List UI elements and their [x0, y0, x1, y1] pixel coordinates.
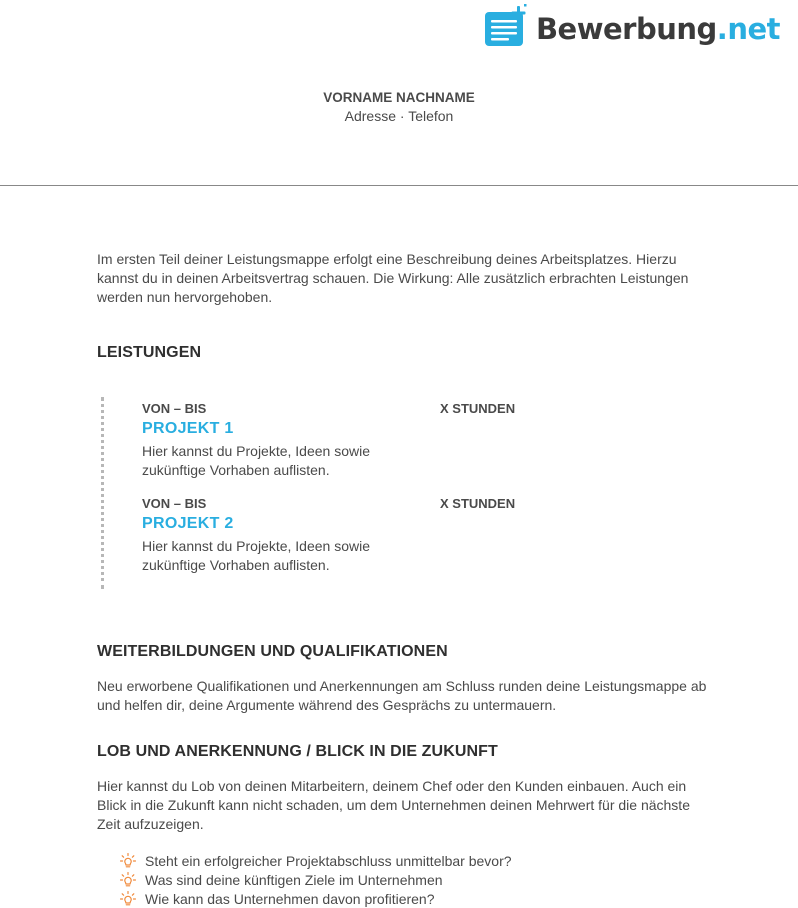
project-1-description: Hier kannst du Projekte, Ideen sowie zukünftige Vorhaben auflisten.	[142, 443, 371, 478]
header-divider	[0, 185, 798, 186]
question-list	[120, 851, 512, 908]
project-1-hours: X STUNDEN	[440, 401, 516, 416]
list-item-text: Was sind deine künftigen Ziele im Unternehmen	[145, 871, 443, 888]
lightbulb-icon	[120, 872, 136, 888]
project-1-date: VON – BIS	[142, 401, 207, 416]
list-item	[120, 889, 512, 908]
list-item-text: Steht ein erfolgreicher Projektabschluss unmittelbar bevor?	[145, 852, 512, 869]
list-item	[120, 870, 512, 889]
leistungen-heading: LEISTUNGEN	[97, 344, 202, 361]
logo-text	[535, 11, 780, 46]
lightbulb-icon	[120, 891, 136, 907]
intro-paragraph: Im ersten Teil deiner Leistungsmappe erfolgt eine Beschreibung deines Arbeitsplatzes. Hierzu kannst du in deinen Arbeitsvertrag schauen. Die Wirkung: Alle zusätzlich erbrachten Leistungen werden nun hervorgehoben.	[97, 251, 689, 305]
project-2-date: VON – BIS	[142, 496, 207, 511]
lob-heading: LOB UND ANERKENNUNG / BLICK IN DIE ZUKUNFT	[97, 743, 498, 760]
weiterbildungen-paragraph: Neu erworbene Qualifikationen und Anerkennungen am Schluss runden deine Leistungsmappe ab und helfen dir, deine Argumente während des Gesprächs zu untermauern.	[97, 678, 707, 713]
project-1-title: PROJEKT 1	[142, 420, 234, 437]
applicant-contact: Adresse · Telefon	[344, 108, 454, 124]
project-2-description: Hier kannst du Projekte, Ideen sowie zukünftige Vorhaben auflisten.	[142, 538, 371, 573]
logo-brand: Bewerbung	[535, 11, 717, 46]
applicant-name: VORNAME NACHNAME	[323, 90, 475, 105]
timeline-line	[101, 397, 104, 589]
list-item	[120, 851, 512, 870]
logo-tld: .net	[716, 11, 780, 46]
lightbulb-icon	[120, 853, 136, 869]
project-2-hours: X STUNDEN	[440, 496, 516, 511]
project-2-title: PROJEKT 2	[142, 515, 234, 532]
list-item-text: Wie kann das Unternehmen davon profitieren?	[145, 890, 435, 907]
lob-paragraph: Hier kannst du Lob von deinen Mitarbeitern, deinem Chef oder den Kunden einbauen. Auch ein Blick in die Zukunft kann nicht schaden, um dem Unternehmen deinen Mehrwert für die nächste Zeit aufzuzeigen.	[97, 778, 690, 832]
weiterbildungen-heading: WEITERBILDUNGEN UND QUALIFIKATIONEN	[97, 643, 448, 660]
logo[interactable]	[484, 4, 780, 48]
document-sparkle-icon	[484, 4, 532, 48]
